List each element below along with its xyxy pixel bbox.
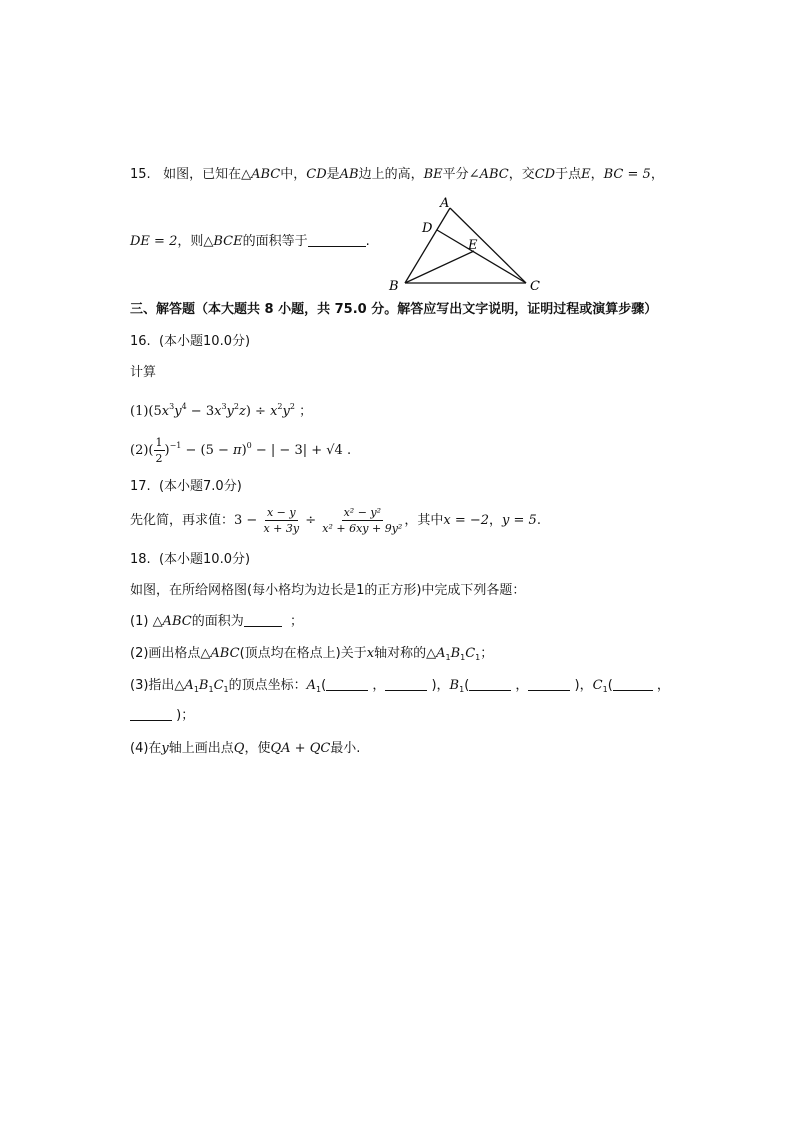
q18-intro: 如图，在所给网格图(每小格均为边长是1的正方形)中完成下列各题： (130, 583, 526, 598)
q16-part1: $(1)(5x^3y^4 - 3x^3y^2z) \div x^2y^2$ ； (130, 402, 313, 419)
answer-blank[interactable] (308, 234, 366, 247)
q16-instruction: 计算 (130, 365, 157, 380)
answer-blank[interactable] (244, 614, 282, 627)
section-heading: 三、解答题（本大题共 8 小题，共 75.0 分。解答应写出文字说明，证明过程或演算步骤） (130, 302, 658, 317)
segment-ab (405, 208, 450, 283)
q16-part2: (2)( $\frac{1}{2}$ )$^{-1} - (5 - \pi)^0$ − | − 3| + √4 . (130, 436, 352, 465)
q15-line1: 15. 如图，已知在△ABC中，CD是AB边上的高，BE平分∠ABC，交CD于点E，BC = 5， (130, 167, 664, 182)
answer-blank[interactable] (130, 708, 172, 721)
q18-header: 18. (本小题10.0分) (130, 552, 251, 567)
triangle-figure (384, 196, 554, 296)
fraction-2: $\frac{\text{x² − y²}}{\text{x² + 6xy + 9y²}}$ (322, 506, 403, 535)
segment-ac (450, 208, 526, 283)
q17-header: 17. (本小题7.0分) (130, 479, 242, 494)
q18-part1: (1) △ABC的面积为 ； (130, 614, 303, 629)
q17-body: 先化简，再求值：3 − $\frac{x - y}{x + 3y}$ ÷ $\frac{\text{x² − y²}}{\text{x² + 6xy + 9y²}}$ ，其中x = −2，y = 5. (130, 506, 541, 535)
fraction-1: $\frac{x - y}{x + 3y}$ (263, 506, 300, 535)
q18-part4: (4)在y轴上画出点Q，使QA + QC最小. (130, 741, 361, 756)
label-a: A (440, 196, 450, 211)
q15-line2: DE = 2，则△BCE的面积等于 . (130, 234, 370, 249)
answer-blank[interactable] (469, 678, 511, 691)
label-c: C (530, 279, 540, 294)
label-b: B (389, 279, 399, 294)
q16-header: 16. (本小题10.0分) (130, 334, 251, 349)
answer-blank[interactable] (385, 678, 427, 691)
q18-part2: (2)画出格点△ABC(顶点均在格点上)关于x轴对称的$\triangle A_1B_1C_1$； (130, 646, 494, 662)
q15-number: 15. (130, 167, 151, 182)
answer-blank[interactable] (528, 678, 570, 691)
label-e: E (468, 238, 478, 253)
q18-part3: (3)指出$\triangle A_1B_1C_1$的顶点坐标：$A_1$( ， )，$B_1$( ， )，$C_1$( ， (130, 678, 670, 694)
answer-blank[interactable] (613, 678, 653, 691)
q18-part3-cont: )； (130, 707, 194, 725)
label-d: D (422, 221, 433, 236)
fraction-half: $\frac{1}{2}$ (155, 436, 163, 465)
segment-cd (437, 230, 526, 283)
answer-blank[interactable] (326, 678, 368, 691)
